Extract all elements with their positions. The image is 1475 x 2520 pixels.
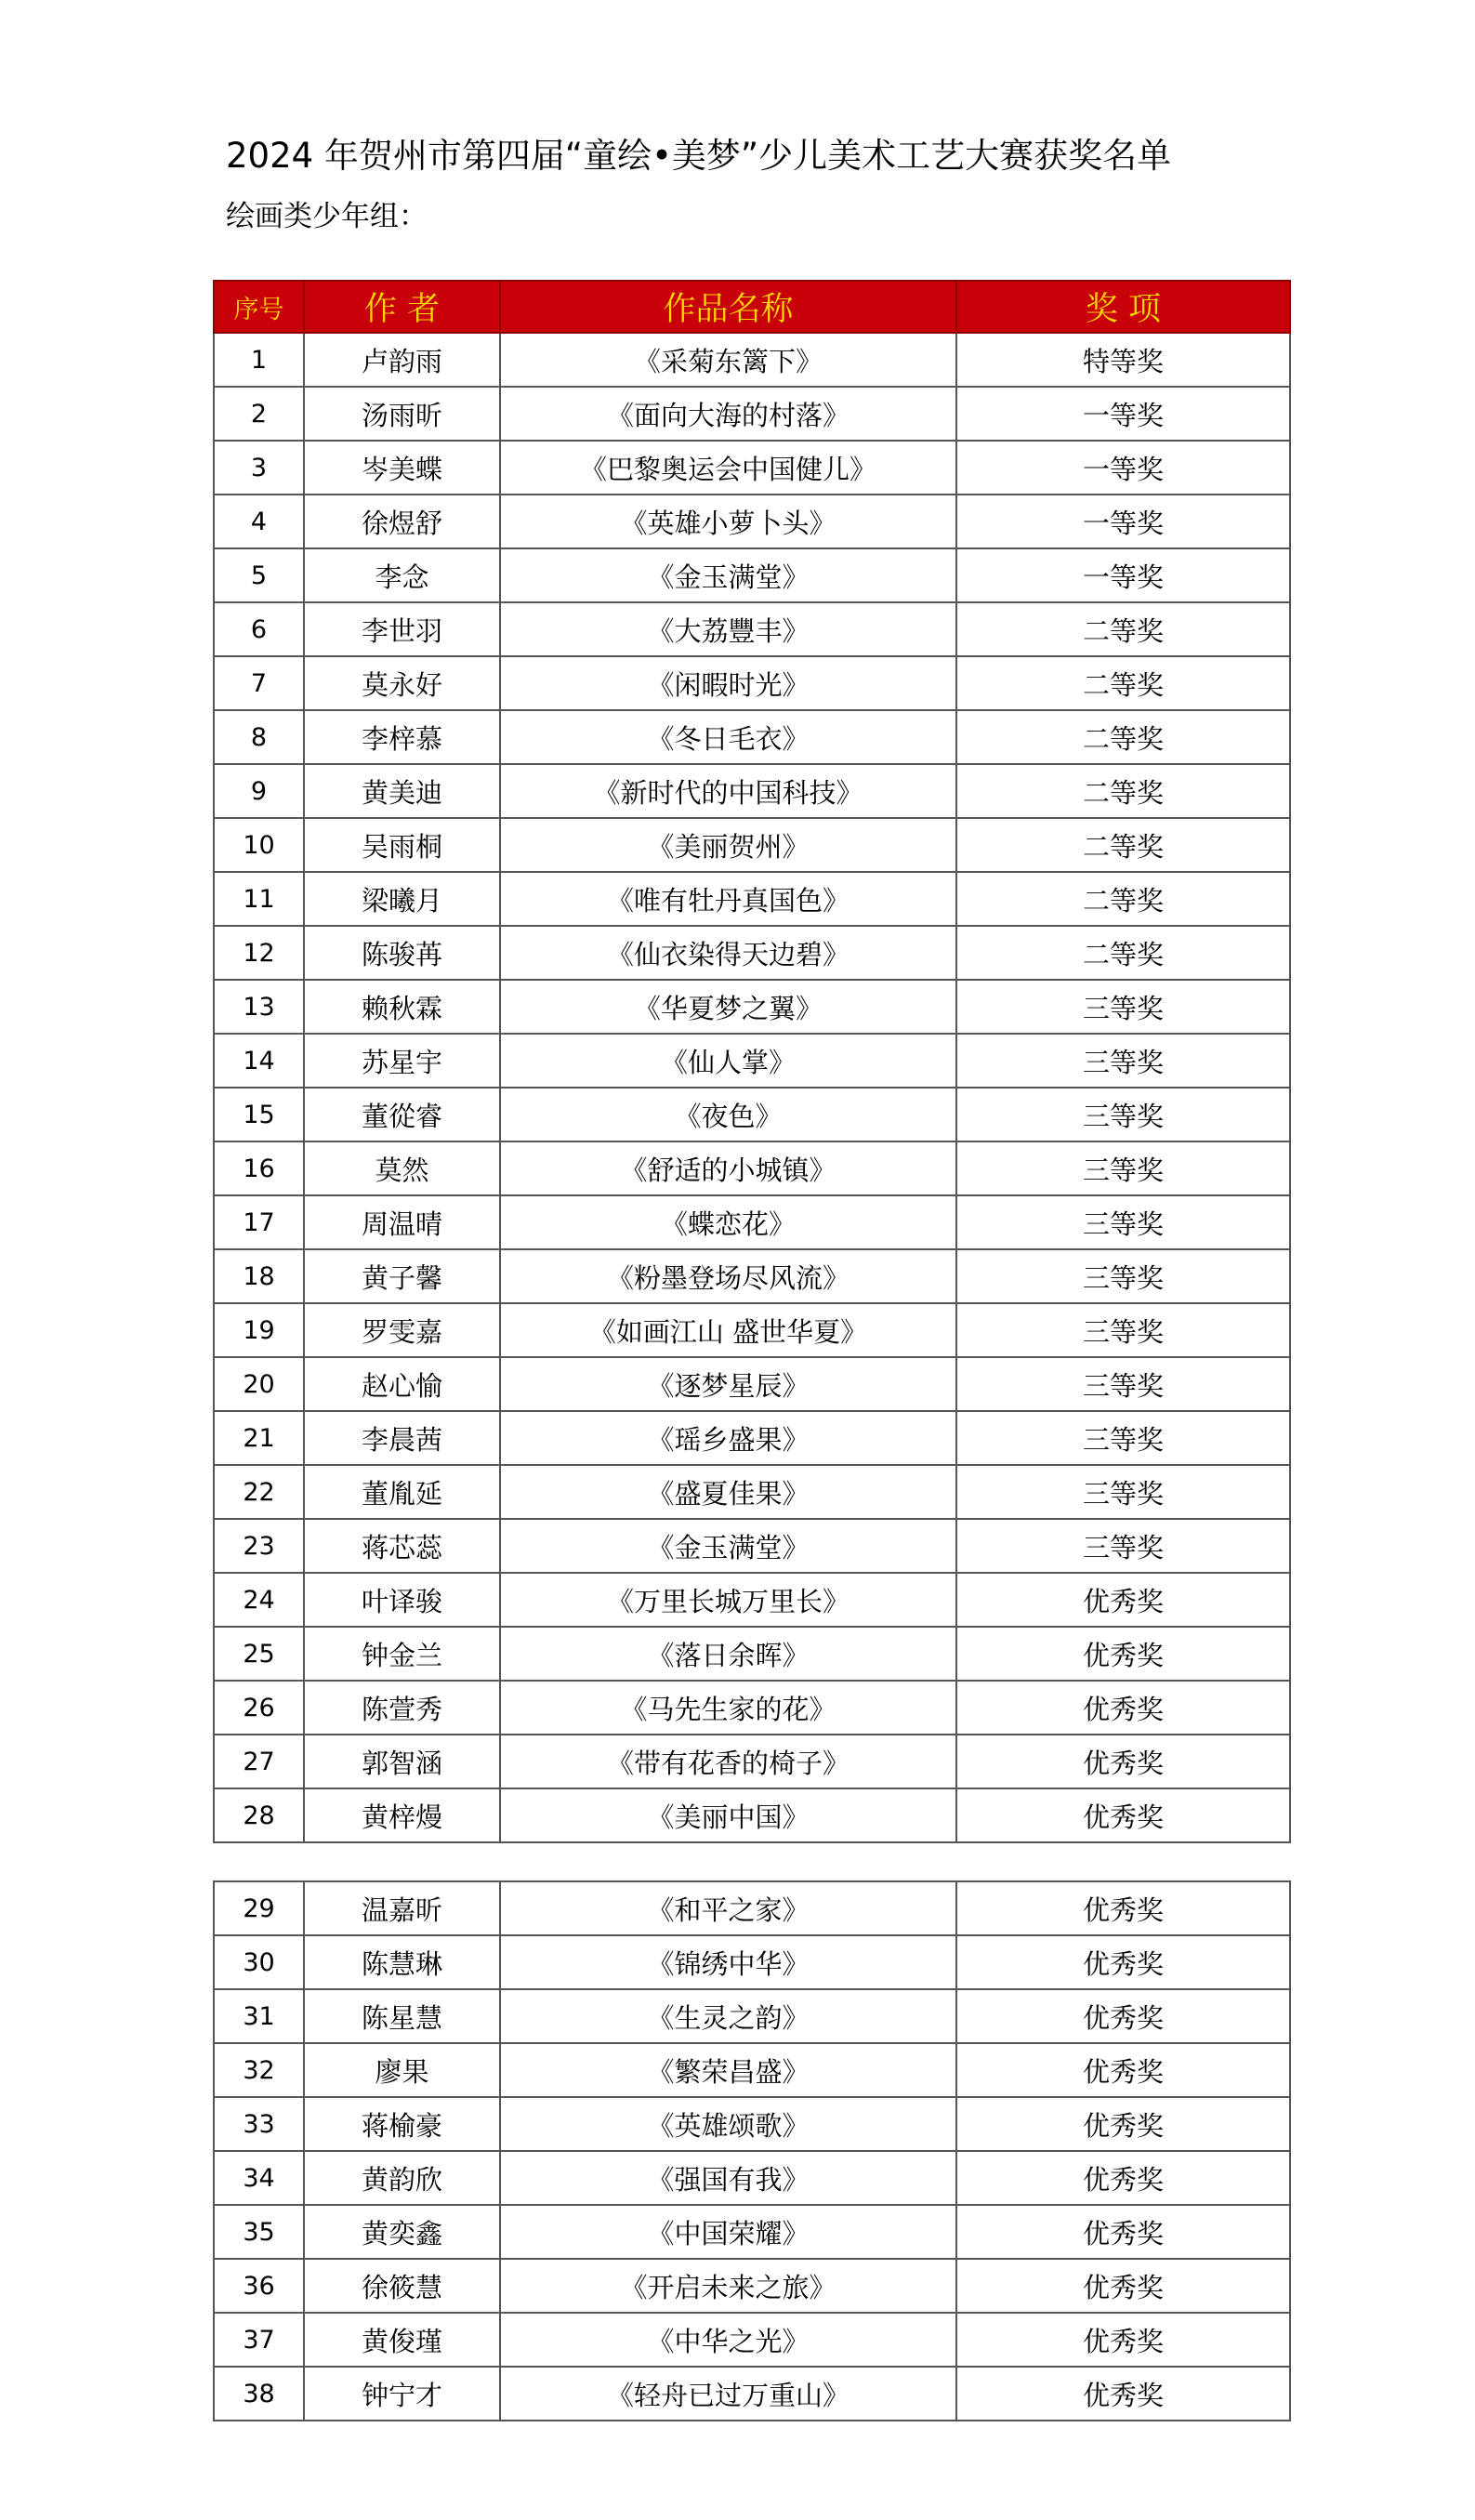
cell-author: 陈骏苒 — [304, 926, 500, 980]
table-row — [214, 1788, 1290, 1842]
cell-work: 《面向大海的村落》 — [500, 387, 956, 441]
cell-award: 优秀奖 — [956, 1788, 1290, 1842]
cell-work: 《逐梦星辰》 — [500, 1357, 956, 1411]
cell-work: 《华夏梦之翼》 — [500, 980, 956, 1034]
header-author: 作 者 — [304, 281, 500, 333]
cell-work: 《大荔豐丰》 — [500, 602, 956, 656]
cell-work: 《冬日毛衣》 — [500, 710, 956, 764]
cell-seq: 22 — [214, 1465, 304, 1519]
cell-work: 《开启未来之旅》 — [500, 2259, 956, 2313]
cell-award: 一等奖 — [956, 495, 1290, 548]
cell-award: 三等奖 — [956, 1034, 1290, 1088]
cell-work: 《如画江山 盛世华夏》 — [500, 1303, 956, 1357]
cell-award: 三等奖 — [956, 1141, 1290, 1195]
cell-award: 优秀奖 — [956, 1935, 1290, 1989]
cell-author: 徐筱慧 — [304, 2259, 500, 2313]
cell-work: 《新时代的中国科技》 — [500, 764, 956, 818]
cell-seq: 33 — [214, 2097, 304, 2151]
cell-work: 《盛夏佳果》 — [500, 1465, 956, 1519]
cell-author: 陈慧琳 — [304, 1935, 500, 1989]
table-row — [214, 1141, 1290, 1195]
cell-seq: 7 — [214, 656, 304, 710]
cell-author: 苏星宇 — [304, 1034, 500, 1088]
table-row — [214, 1935, 1290, 1989]
awards-table — [213, 280, 1291, 1843]
cell-author: 蒋榆豪 — [304, 2097, 500, 2151]
cell-work: 《闲暇时光》 — [500, 656, 956, 710]
cell-award: 优秀奖 — [956, 1681, 1290, 1735]
cell-seq: 15 — [214, 1088, 304, 1141]
cell-seq: 25 — [214, 1627, 304, 1681]
cell-seq: 2 — [214, 387, 304, 441]
header-award: 奖 项 — [956, 281, 1290, 333]
cell-author: 董從睿 — [304, 1088, 500, 1141]
cell-work: 《粉墨登场尽风流》 — [500, 1249, 956, 1303]
cell-author: 钟宁才 — [304, 2367, 500, 2421]
cell-seq: 34 — [214, 2151, 304, 2205]
cell-award: 三等奖 — [956, 1249, 1290, 1303]
cell-award: 二等奖 — [956, 818, 1290, 872]
header-seq: 序号 — [214, 281, 304, 333]
cell-seq: 14 — [214, 1034, 304, 1088]
cell-work: 《英雄颂歌》 — [500, 2097, 956, 2151]
cell-award: 二等奖 — [956, 872, 1290, 926]
cell-author: 罗雯嘉 — [304, 1303, 500, 1357]
table-row — [214, 2151, 1290, 2205]
cell-work: 《蝶恋花》 — [500, 1195, 956, 1249]
cell-seq: 18 — [214, 1249, 304, 1303]
cell-award: 三等奖 — [956, 1357, 1290, 1411]
cell-work: 《马先生家的花》 — [500, 1681, 956, 1735]
cell-seq: 10 — [214, 818, 304, 872]
cell-seq: 16 — [214, 1141, 304, 1195]
cell-seq: 12 — [214, 926, 304, 980]
cell-award: 特等奖 — [956, 333, 1290, 387]
cell-author: 廖果 — [304, 2043, 500, 2097]
table-row — [214, 1681, 1290, 1735]
cell-work: 《美丽中国》 — [500, 1788, 956, 1842]
cell-work: 《金玉满堂》 — [500, 548, 956, 602]
cell-award: 二等奖 — [956, 926, 1290, 980]
table-row — [214, 1881, 1290, 1935]
cell-author: 陈星慧 — [304, 1989, 500, 2043]
cell-seq: 20 — [214, 1357, 304, 1411]
cell-award: 三等奖 — [956, 1303, 1290, 1357]
cell-author: 蒋芯蕊 — [304, 1519, 500, 1573]
cell-award: 优秀奖 — [956, 2259, 1290, 2313]
cell-author: 岑美蝶 — [304, 441, 500, 495]
cell-work: 《英雄小萝卜头》 — [500, 495, 956, 548]
cell-author: 董胤延 — [304, 1465, 500, 1519]
cell-seq: 26 — [214, 1681, 304, 1735]
cell-award: 二等奖 — [956, 602, 1290, 656]
table-row — [214, 2313, 1290, 2367]
cell-award: 优秀奖 — [956, 2097, 1290, 2151]
cell-seq: 1 — [214, 333, 304, 387]
cell-author: 赵心愉 — [304, 1357, 500, 1411]
cell-author: 陈萱秀 — [304, 1681, 500, 1735]
table-row — [214, 926, 1290, 980]
cell-award: 二等奖 — [956, 656, 1290, 710]
table-row — [214, 387, 1290, 441]
cell-seq: 23 — [214, 1519, 304, 1573]
cell-seq: 21 — [214, 1411, 304, 1465]
cell-seq: 28 — [214, 1788, 304, 1842]
cell-seq: 17 — [214, 1195, 304, 1249]
cell-award: 优秀奖 — [956, 2205, 1290, 2259]
cell-work: 《和平之家》 — [500, 1881, 956, 1935]
table-row — [214, 764, 1290, 818]
cell-author: 李晨茜 — [304, 1411, 500, 1465]
table-row — [214, 1989, 1290, 2043]
cell-author: 吴雨桐 — [304, 818, 500, 872]
category-subtitle: 绘画类少年组： — [226, 200, 428, 233]
cell-work: 《金玉满堂》 — [500, 1519, 956, 1573]
cell-seq: 36 — [214, 2259, 304, 2313]
table-row — [214, 2259, 1290, 2313]
cell-seq: 13 — [214, 980, 304, 1034]
cell-work: 《繁荣昌盛》 — [500, 2043, 956, 2097]
cell-work: 《万里长城万里长》 — [500, 1573, 956, 1627]
cell-seq: 8 — [214, 710, 304, 764]
cell-author: 钟金兰 — [304, 1627, 500, 1681]
cell-seq: 29 — [214, 1881, 304, 1935]
cell-work: 《采菊东篱下》 — [500, 333, 956, 387]
table-row — [214, 1357, 1290, 1411]
header-work: 作品名称 — [500, 281, 956, 333]
cell-author: 黄俊瑾 — [304, 2313, 500, 2367]
cell-seq: 11 — [214, 872, 304, 926]
cell-seq: 37 — [214, 2313, 304, 2367]
table-row — [214, 1465, 1290, 1519]
table-header-row — [214, 281, 1290, 333]
cell-award: 一等奖 — [956, 441, 1290, 495]
cell-author: 周温晴 — [304, 1195, 500, 1249]
table-row — [214, 2367, 1290, 2421]
table-row — [214, 818, 1290, 872]
cell-work: 《带有花香的椅子》 — [500, 1735, 956, 1788]
cell-author: 赖秋霖 — [304, 980, 500, 1034]
table-row — [214, 2043, 1290, 2097]
table-row — [214, 333, 1290, 387]
cell-award: 三等奖 — [956, 1519, 1290, 1573]
cell-work: 《强国有我》 — [500, 2151, 956, 2205]
table-row — [214, 2205, 1290, 2259]
table-row — [214, 710, 1290, 764]
cell-seq: 32 — [214, 2043, 304, 2097]
table-row — [214, 980, 1290, 1034]
cell-work: 《中华之光》 — [500, 2313, 956, 2367]
table-row — [214, 1519, 1290, 1573]
cell-author: 黄美迪 — [304, 764, 500, 818]
cell-seq: 24 — [214, 1573, 304, 1627]
cell-award: 二等奖 — [956, 710, 1290, 764]
cell-award: 三等奖 — [956, 1195, 1290, 1249]
cell-author: 黄奕鑫 — [304, 2205, 500, 2259]
table-row — [214, 872, 1290, 926]
table-row — [214, 1195, 1290, 1249]
table-row — [214, 1735, 1290, 1788]
cell-award: 优秀奖 — [956, 2043, 1290, 2097]
table-row — [214, 1627, 1290, 1681]
cell-author: 黄韵欣 — [304, 2151, 500, 2205]
cell-award: 三等奖 — [956, 980, 1290, 1034]
cell-award: 优秀奖 — [956, 2367, 1290, 2421]
cell-award: 三等奖 — [956, 1088, 1290, 1141]
cell-author: 李念 — [304, 548, 500, 602]
table-row — [214, 656, 1290, 710]
cell-work: 《落日余晖》 — [500, 1627, 956, 1681]
cell-award: 优秀奖 — [956, 2151, 1290, 2205]
cell-award: 优秀奖 — [956, 1989, 1290, 2043]
cell-award: 一等奖 — [956, 548, 1290, 602]
cell-award: 三等奖 — [956, 1411, 1290, 1465]
cell-work: 《舒适的小城镇》 — [500, 1141, 956, 1195]
table-row — [214, 441, 1290, 495]
table-row — [214, 1034, 1290, 1088]
table-row — [214, 548, 1290, 602]
table-row — [214, 495, 1290, 548]
cell-author: 李世羽 — [304, 602, 500, 656]
table-row — [214, 602, 1290, 656]
cell-seq: 3 — [214, 441, 304, 495]
cell-seq: 31 — [214, 1989, 304, 2043]
cell-work: 《美丽贺州》 — [500, 818, 956, 872]
cell-seq: 5 — [214, 548, 304, 602]
cell-work: 《巴黎奥运会中国健儿》 — [500, 441, 956, 495]
cell-work: 《锦绣中华》 — [500, 1935, 956, 1989]
cell-award: 一等奖 — [956, 387, 1290, 441]
awards-table-continued — [213, 1880, 1291, 2421]
table-row — [214, 2097, 1290, 2151]
cell-author: 汤雨昕 — [304, 387, 500, 441]
cell-seq: 4 — [214, 495, 304, 548]
page-title: 2024 年贺州市第四届“童绘•美梦”少儿美术工艺大赛获奖名单 — [226, 136, 1172, 176]
table-row — [214, 1411, 1290, 1465]
cell-award: 优秀奖 — [956, 2313, 1290, 2367]
table-row — [214, 1088, 1290, 1141]
cell-work: 《唯有牡丹真国色》 — [500, 872, 956, 926]
cell-award: 优秀奖 — [956, 1627, 1290, 1681]
cell-seq: 30 — [214, 1935, 304, 1989]
cell-author: 莫然 — [304, 1141, 500, 1195]
cell-author: 李梓慕 — [304, 710, 500, 764]
cell-author: 温嘉昕 — [304, 1881, 500, 1935]
cell-work: 《中国荣耀》 — [500, 2205, 956, 2259]
cell-seq: 38 — [214, 2367, 304, 2421]
cell-author: 徐煜舒 — [304, 495, 500, 548]
cell-work: 《仙人掌》 — [500, 1034, 956, 1088]
table-row — [214, 1249, 1290, 1303]
cell-seq: 35 — [214, 2205, 304, 2259]
cell-award: 优秀奖 — [956, 1573, 1290, 1627]
cell-work: 《生灵之韵》 — [500, 1989, 956, 2043]
cell-author: 黄梓熳 — [304, 1788, 500, 1842]
table-row — [214, 1573, 1290, 1627]
cell-author: 梁曦月 — [304, 872, 500, 926]
cell-author: 叶译骏 — [304, 1573, 500, 1627]
cell-work: 《仙衣染得天边碧》 — [500, 926, 956, 980]
table-row — [214, 1303, 1290, 1357]
cell-award: 优秀奖 — [956, 1881, 1290, 1935]
cell-award: 三等奖 — [956, 1465, 1290, 1519]
cell-work: 《轻舟已过万重山》 — [500, 2367, 956, 2421]
cell-seq: 6 — [214, 602, 304, 656]
cell-author: 黄子馨 — [304, 1249, 500, 1303]
cell-award: 二等奖 — [956, 764, 1290, 818]
cell-work: 《夜色》 — [500, 1088, 956, 1141]
cell-author: 郭智涵 — [304, 1735, 500, 1788]
cell-seq: 9 — [214, 764, 304, 818]
cell-seq: 27 — [214, 1735, 304, 1788]
cell-author: 莫永好 — [304, 656, 500, 710]
cell-seq: 19 — [214, 1303, 304, 1357]
cell-award: 优秀奖 — [956, 1735, 1290, 1788]
cell-author: 卢韵雨 — [304, 333, 500, 387]
cell-work: 《瑶乡盛果》 — [500, 1411, 956, 1465]
